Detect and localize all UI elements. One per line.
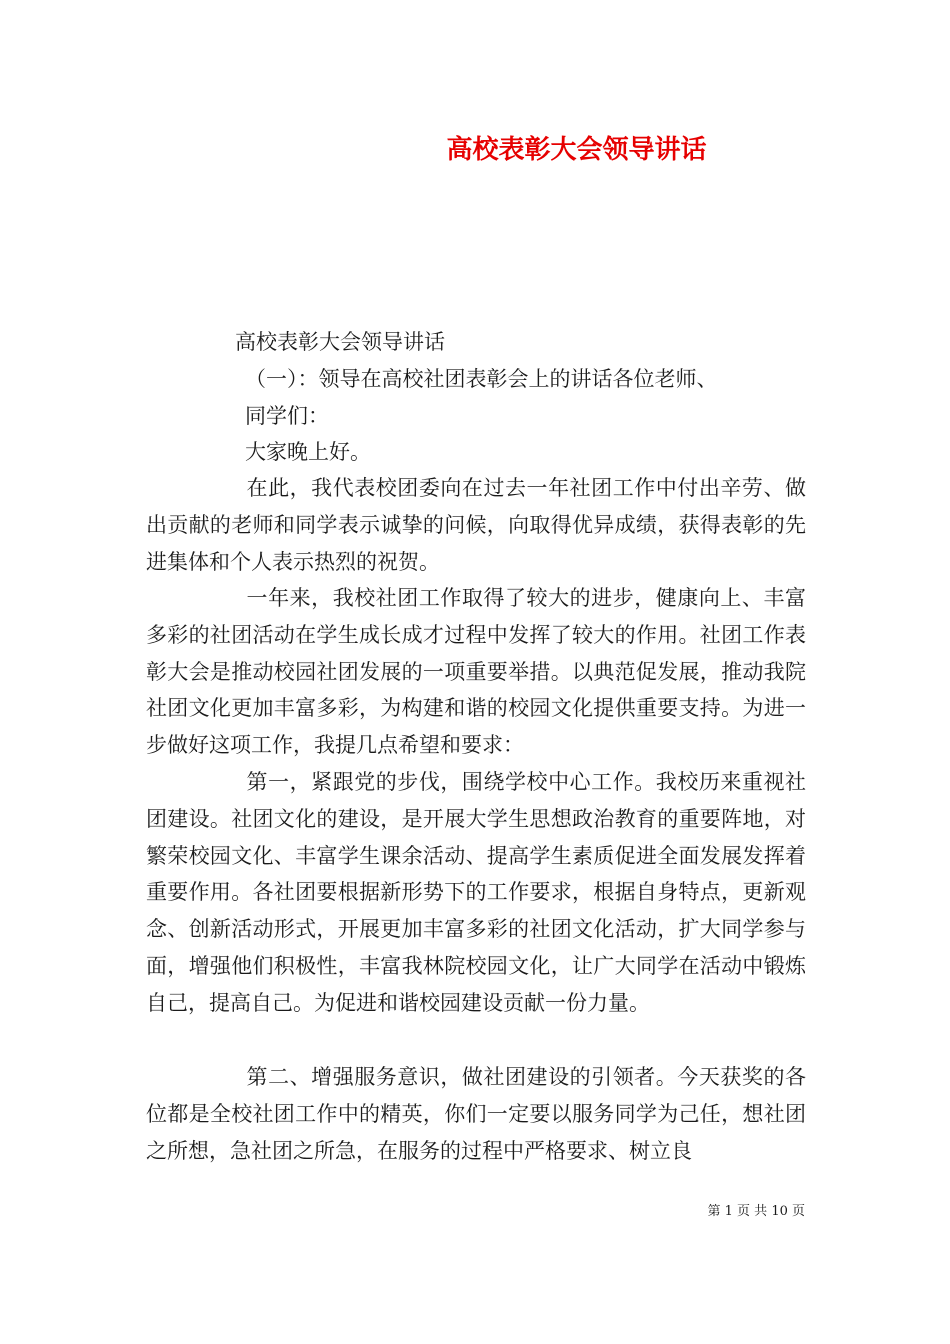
greeting: 大家晚上好。 [245, 440, 371, 464]
document-title: 高校表彰大会领导讲话 [446, 135, 707, 165]
section-heading: （一）：领导在高校社团表彰会上的讲话各位老师、 [245, 367, 718, 391]
paragraph [146, 1059, 806, 1169]
page-number: 第 1 页 共 10 页 [707, 1204, 805, 1219]
salutation: 同学们： [245, 404, 329, 428]
paragraph-text: 在此，我代表校团委向在过去一年社团工作中付出辛劳、做出贡献的老师和同学表示诚挚的问候，向取得优异成绩，获得表彰的先进集体和个人表示热烈的祝贺。 [146, 476, 806, 574]
paragraph-text: 第一，紧跟党的步伐，围绕学校中心工作。我校历来重视社团建设。社团文化的建设，是开展大学生思想政治教育的重要阵地，对繁荣校园文化、丰富学生课余活动、提高学生素质促进全面发展发挥着重要作用。各社团要根据新形势下的工作要求，根据自身特点，更新观念、创新活动形式，开展更加丰富多彩的社团文化活动，扩大同学参与面，增强他们积极性，丰富我林院校园文化，让广大同学在活动中锻炼自己，提高自己。为促进和谐校园建设贡献一份力量。 [146, 770, 806, 1015]
paragraph [146, 580, 806, 764]
paragraph-text: 第二、增强服务意识，做社团建设的引领者。今天获奖的各位都是全校社团工作中的精英，你们一定要以服务同学为己任，想社团之所想，急社团之所急，在服务的过程中严格要求、树立良 [146, 1065, 806, 1163]
paragraph-text: 一年来，我校社团工作取得了较大的进步，健康向上、丰富多彩的社团活动在学生成长成才过程中发挥了较大的作用。社团工作表彰大会是推动校园社团发展的一项重要举措。以典范促发展，推动我院社团文化更加丰富多彩，为构建和谐的校园文化提供重要支持。为进一步做好这项工作，我提几点希望和要求： [146, 586, 806, 758]
paragraph [146, 764, 806, 1022]
paragraph [146, 470, 806, 580]
document-subtitle: 高校表彰大会领导讲话 [235, 330, 445, 354]
